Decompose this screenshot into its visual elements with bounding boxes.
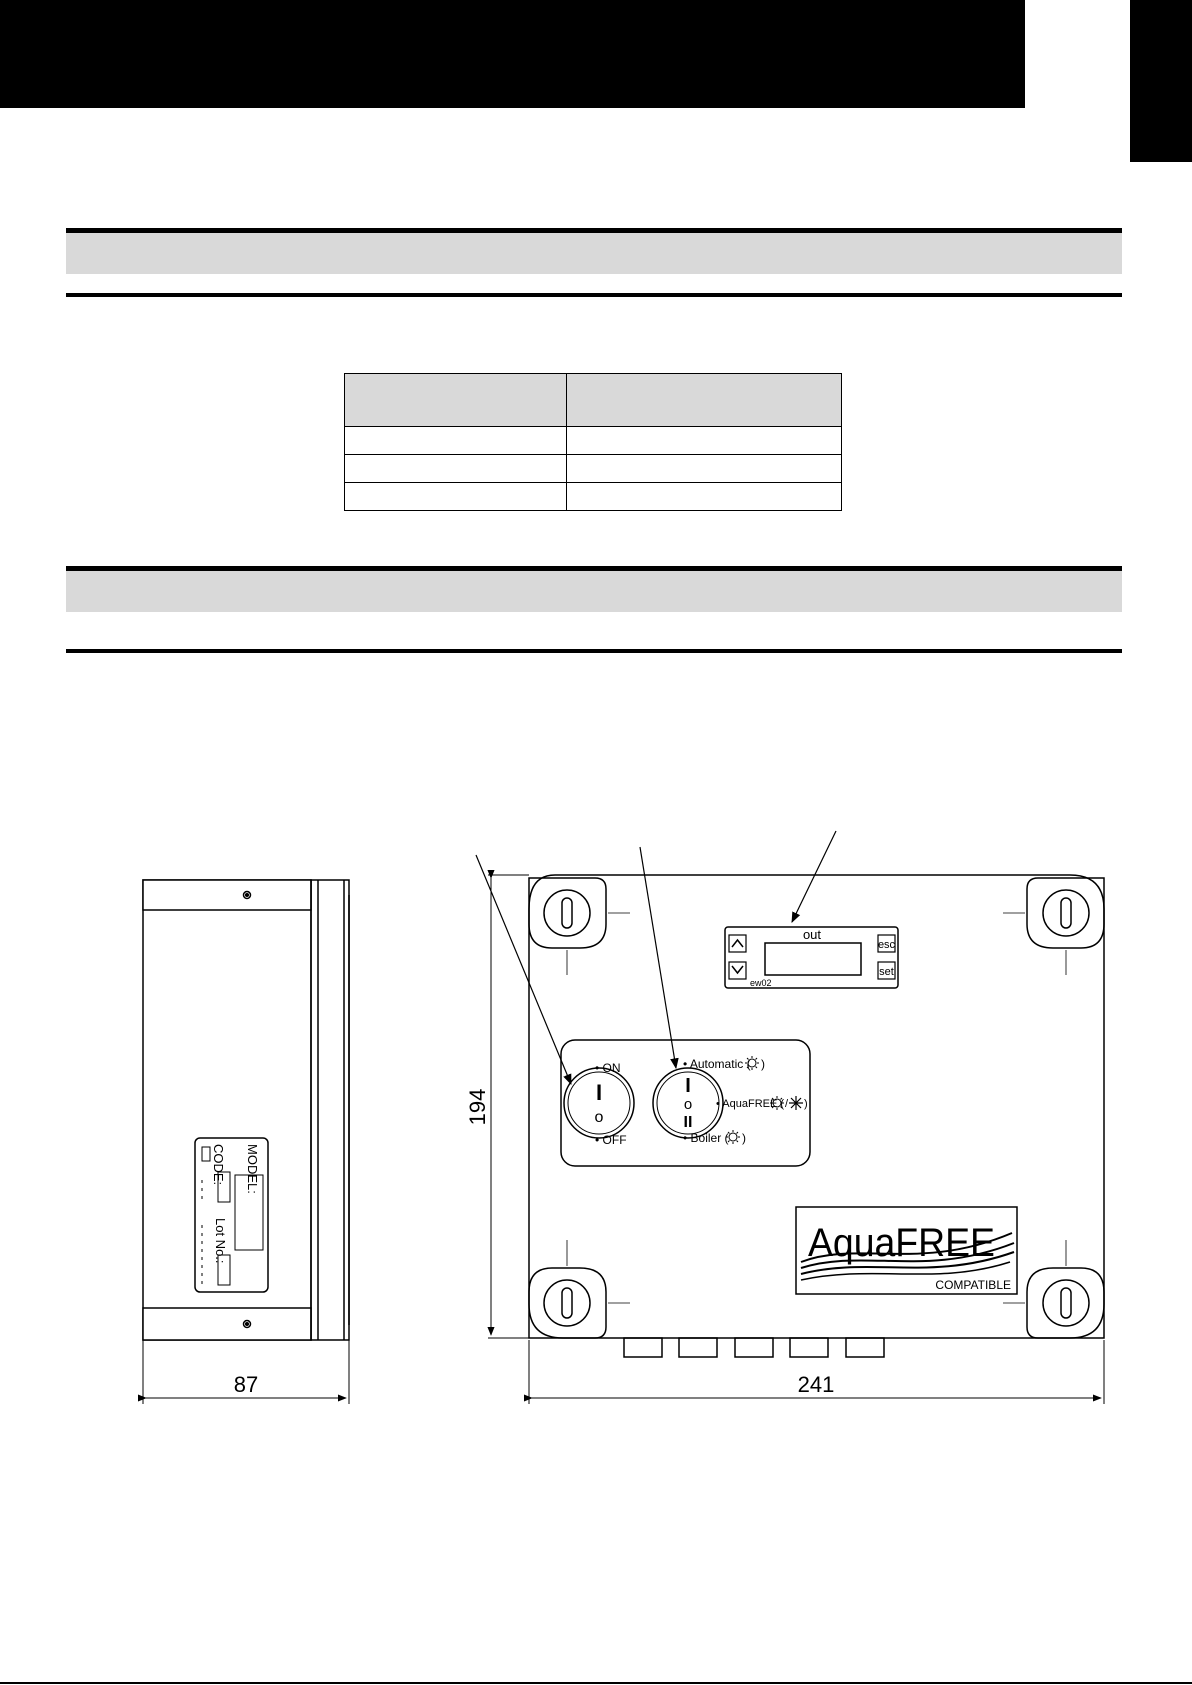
controller-display-label: out — [802, 927, 822, 942]
side-body — [143, 880, 311, 1340]
mode-symbol-bottom: II — [683, 1114, 693, 1131]
logo-brand: AquaFREE — [808, 1221, 995, 1265]
mode-aquafree-slash: / — [785, 1098, 789, 1110]
cable-glands — [624, 1338, 884, 1357]
side-width-label: 87 — [233, 1372, 259, 1397]
controller-display — [765, 943, 861, 975]
mount-boss-bl — [529, 1268, 606, 1338]
mode-boiler-label: • Boiler ( — [683, 1131, 729, 1145]
off-symbol: o — [594, 1109, 604, 1126]
leader-arrow-mode — [640, 847, 676, 1068]
model-label: MODEL: — [245, 1144, 260, 1194]
mode-automatic-label: • Automatic ( — [683, 1057, 751, 1071]
lot-label: Lot No.: — [213, 1218, 228, 1264]
code-label: CODE: — [211, 1144, 226, 1186]
snowflake-icon — [789, 1096, 803, 1110]
front-height-label: 194 — [465, 1088, 490, 1126]
mode-symbol-top: I — [685, 1075, 691, 1097]
mount-boss-br — [1027, 1268, 1104, 1338]
mode-aquafree-close: ) — [804, 1098, 808, 1110]
off-label: • OFF — [595, 1133, 627, 1147]
front-height-dimension — [488, 875, 529, 1338]
side-bottom-cap — [143, 1308, 311, 1340]
on-label: • ON — [595, 1061, 621, 1075]
chevron-down-icon — [732, 966, 743, 973]
leader-arrow-power — [476, 855, 571, 1084]
cable-gland — [735, 1338, 773, 1357]
front-view — [529, 875, 1104, 1357]
mode-boiler-close: ) — [742, 1131, 746, 1145]
on-symbol: I — [595, 1080, 603, 1105]
leader-arrows — [476, 831, 836, 1084]
cable-gland — [846, 1338, 884, 1357]
controller-model-tag: ew02 — [750, 978, 772, 988]
mode-aquafree-label: • AquaFREE ( — [716, 1098, 785, 1110]
set-label: set — [879, 966, 894, 978]
cable-gland — [790, 1338, 828, 1357]
mount-boss-tl — [529, 878, 606, 948]
cable-gland — [624, 1338, 662, 1357]
cable-gland — [679, 1338, 717, 1357]
mode-automatic-close: ) — [761, 1057, 765, 1071]
leader-arrow-controller — [792, 831, 836, 922]
esc-label: esc — [877, 939, 896, 951]
mode-symbol-mid: o — [683, 1096, 693, 1113]
front-width-label: 241 — [797, 1372, 835, 1397]
controller-down-button — [729, 962, 746, 979]
controller-up-button — [729, 935, 746, 952]
chevron-up-icon — [732, 940, 743, 947]
logo-tagline: COMPATIBLE — [935, 1278, 1011, 1292]
side-view — [143, 880, 349, 1340]
footer-rule — [0, 1682, 1192, 1684]
mount-boss-tr — [1027, 878, 1104, 948]
side-top-cap — [143, 880, 311, 910]
